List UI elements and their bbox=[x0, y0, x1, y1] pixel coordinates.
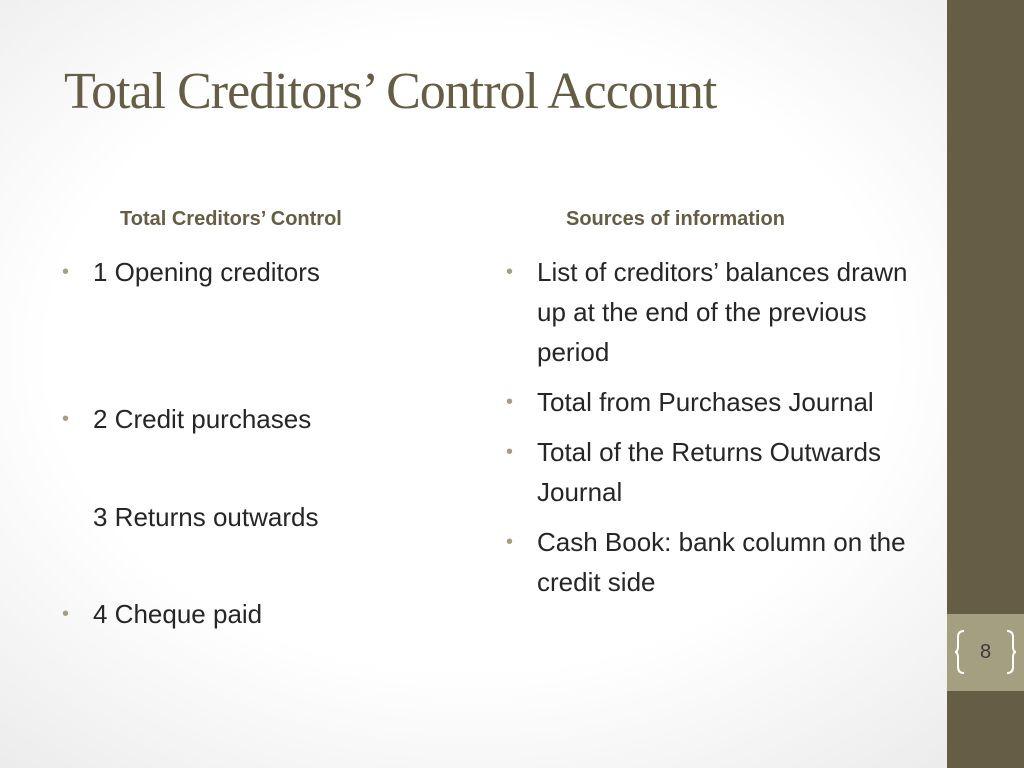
left-list-item-text: 3 Returns outwards bbox=[93, 502, 319, 532]
right-list-item-text: Total from Purchases Journal bbox=[537, 387, 874, 417]
right-column-heading: Sources of information bbox=[566, 208, 785, 230]
slide-title: Total Creditors’ Control Account bbox=[64, 63, 717, 120]
left-list-item bbox=[62, 252, 462, 292]
left-list-item-text: 4 Cheque paid bbox=[93, 599, 263, 629]
right-list-item bbox=[506, 382, 926, 422]
right-list-item bbox=[506, 252, 926, 372]
right-list-item bbox=[506, 522, 926, 602]
left-column-list bbox=[62, 252, 462, 634]
left-list-item-text: 1 Opening creditors bbox=[93, 257, 320, 287]
bullet-dot-icon: • bbox=[62, 261, 70, 283]
right-list-item-text: Total of the Returns Outwards Journal bbox=[537, 437, 881, 507]
right-column-list bbox=[506, 252, 926, 612]
left-list-item-text: 2 Credit purchases bbox=[93, 404, 312, 434]
bullet-dot-icon: • bbox=[62, 408, 70, 430]
left-list-item bbox=[62, 594, 462, 634]
bullet-dot-icon: • bbox=[506, 261, 514, 283]
page-number-box bbox=[947, 614, 1024, 691]
bracket-frame-icon bbox=[955, 630, 1016, 674]
right-list-item bbox=[506, 432, 926, 512]
right-list-item-text: List of creditors’ balances drawn up at the end of the previous period bbox=[537, 257, 908, 367]
right-list-item-text: Cash Book: bank column on the credit side bbox=[537, 527, 906, 597]
bullet-dot-icon: • bbox=[506, 441, 514, 463]
left-list-item bbox=[62, 497, 462, 537]
left-list-item bbox=[62, 399, 462, 439]
bullet-dot-icon: • bbox=[62, 603, 70, 625]
bullet-dot-icon: • bbox=[506, 391, 514, 413]
page-number: 8 bbox=[979, 641, 992, 663]
bullet-dot-icon: • bbox=[506, 531, 514, 553]
left-column-heading: Total Creditors’ Control bbox=[120, 208, 342, 230]
